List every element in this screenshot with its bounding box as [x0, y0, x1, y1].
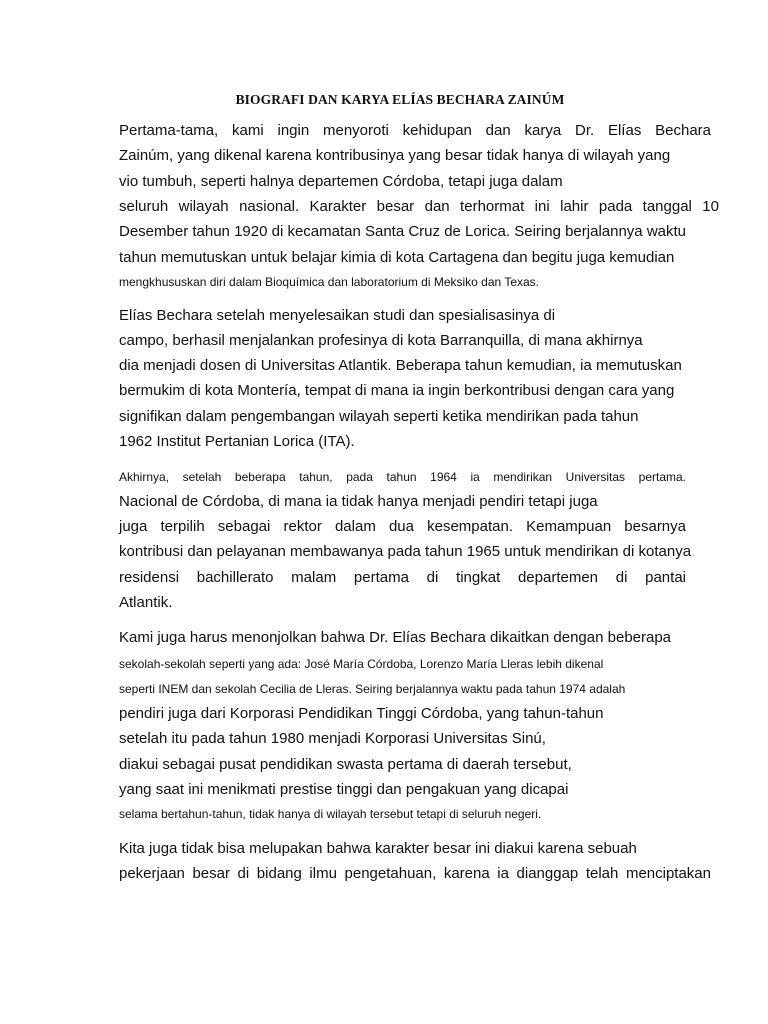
- text-line: selama bertahun-tahun, tidak hanya di wilayah tersebut tetapi di seluruh negeri.: [119, 807, 542, 821]
- text-line: Zainúm, yang dikenal karena kontribusinya yang besar tidak hanya di wilayah yang: [119, 147, 671, 164]
- text-line: Desember tahun 1920 di kecamatan Santa Cruz de Lorica. Seiring berjalannya waktu: [119, 223, 686, 240]
- text-line: Kita juga tidak bisa melupakan bahwa karakter besar ini diakui karena sebuah: [119, 840, 637, 857]
- text-line: dia menjadi dosen di Universitas Atlantik. Beberapa tahun kemudian, ia memutuskan: [119, 357, 682, 374]
- text-line: setelah itu pada tahun 1980 menjadi Korporasi Universitas Sinú,: [119, 730, 546, 747]
- text-line: juga terpilih sebagai rektor dalam dua kesempatan. Kemampuan besarnya: [119, 518, 686, 535]
- text-line: Kami juga harus menonjolkan bahwa Dr. Elías Bechara dikaitkan dengan beberapa: [119, 629, 672, 646]
- text-line: Nacional de Córdoba, di mana ia tidak hanya menjadi pendiri tetapi juga: [119, 493, 598, 510]
- text-line: bermukim di kota Montería, tempat di mana ia ingin berkontribusi dengan cara yang: [119, 382, 675, 399]
- text-line: sekolah-sekolah seperti yang ada: José María Córdoba, Lorenzo María Lleras lebih dikenal: [119, 657, 604, 671]
- text-line: signifikan dalam pengembangan wilayah seperti ketika mendirikan pada tahun: [119, 408, 639, 425]
- text-line: pekerjaan besar di bidang ilmu pengetahuan, karena ia dianggap telah menciptakan: [119, 865, 711, 882]
- text-line: mengkhususkan diri dalam Bioquímica dan laboratorium di Meksiko dan Texas.: [119, 275, 539, 289]
- text-line: residensi bachillerato malam pertama di tingkat departemen di pantai: [119, 569, 686, 586]
- text-line: pendiri juga dari Korporasi Pendidikan Tinggi Córdoba, yang tahun-tahun: [119, 705, 604, 722]
- text-line: 1962 Institut Pertanian Lorica (ITA).: [119, 433, 355, 450]
- text-line: Elías Bechara setelah menyelesaikan studi dan spesialisasinya di: [119, 307, 556, 324]
- text-line: seluruh wilayah nasional. Karakter besar dan terhormat ini lahir pada tanggal 10: [119, 198, 719, 215]
- text-line: campo, berhasil menjalankan profesinya di kota Barranquilla, di mana akhirnya: [119, 332, 643, 349]
- text-line: Atlantik.: [119, 594, 173, 611]
- text-line: Pertama-tama, kami ingin menyoroti kehidupan dan karya Dr. Elías Bechara: [119, 122, 711, 139]
- text-line: diakui sebagai pusat pendidikan swasta pertama di daerah tersebut,: [119, 756, 572, 773]
- text-line: tahun memutuskan untuk belajar kimia di kota Cartagena dan begitu juga kemudian: [119, 249, 675, 266]
- text-line: vio tumbuh, seperti halnya departemen Córdoba, tetapi juga dalam: [119, 173, 563, 190]
- text-line: yang saat ini menikmati prestise tinggi dan pengakuan yang dicapai: [119, 781, 569, 798]
- document-title: BIOGRAFI DAN KARYA ELÍAS BECHARA ZAINÚM: [235, 92, 565, 107]
- text-line: Akhirnya, setelah beberapa tahun, pada tahun 1964 ia mendirikan Universitas pertama.: [119, 470, 686, 484]
- text-line: seperti INEM dan sekolah Cecilia de Lleras. Seiring berjalannya waktu pada tahun 1974 adalah: [119, 682, 626, 696]
- text-line: kontribusi dan pelayanan membawanya pada tahun 1965 untuk mendirikan di kotanya: [119, 543, 692, 560]
